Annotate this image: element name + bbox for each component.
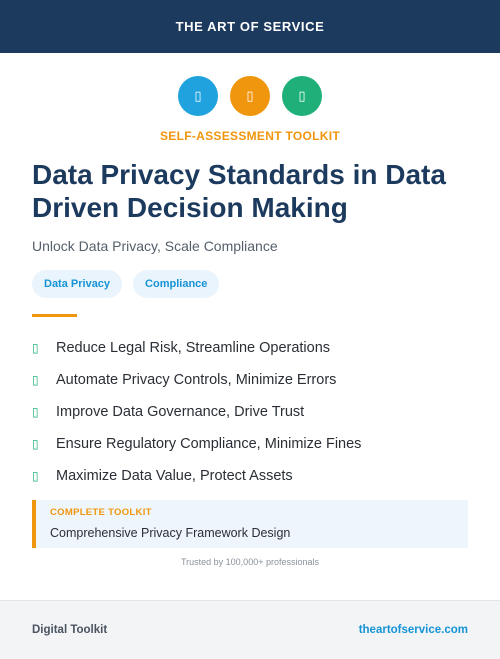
benefit-text: Ensure Regulatory Compliance, Minimize Fines — [56, 436, 362, 452]
list-item — [32, 396, 361, 428]
trust-statement: Trusted by 100,000+ professionals — [180, 557, 319, 567]
checkbox-icon: ▯ — [32, 469, 39, 483]
benefit-text: Improve Data Governance, Drive Trust — [56, 404, 305, 420]
checkbox-icon: ▯ — [32, 341, 39, 355]
list-item — [32, 428, 361, 460]
tag-list — [32, 270, 219, 298]
icon-row — [0, 76, 500, 116]
chart-icon: ▯ — [230, 76, 270, 116]
page-title: Data Privacy Standards in Data Driven Decision Making — [32, 159, 446, 223]
checkbox-icon: ▯ — [32, 373, 39, 387]
benefit-text: Automate Privacy Controls, Minimize Errors — [56, 372, 337, 388]
list-item — [32, 364, 361, 396]
benefit-text: Maximize Data Value, Protect Assets — [56, 468, 293, 484]
footer-product-type: Digital Toolkit — [32, 624, 108, 636]
callout-label: COMPLETE TOOLKIT — [50, 507, 152, 518]
checkbox-icon: ▯ — [32, 405, 39, 419]
checkbox-icon: ▯ — [32, 437, 39, 451]
footer-bar — [0, 600, 500, 659]
list-item — [32, 332, 361, 364]
accent-divider — [32, 314, 77, 317]
shield-icon: ▯ — [282, 76, 322, 116]
callout-value: Comprehensive Privacy Framework Design — [50, 526, 291, 540]
tag-data-privacy[interactable]: Data Privacy — [32, 270, 122, 298]
page-subtitle: Unlock Data Privacy, Scale Compliance — [32, 238, 278, 254]
toolkit-callout — [32, 500, 468, 548]
footer-website-link[interactable]: theartofservice.com — [358, 624, 468, 636]
clipboard-icon: ▯ — [178, 76, 218, 116]
benefit-list — [32, 332, 361, 492]
tag-compliance[interactable]: Compliance — [133, 270, 219, 298]
list-item — [32, 460, 361, 492]
top-banner — [0, 0, 500, 53]
benefit-text: Reduce Legal Risk, Streamline Operations — [56, 340, 331, 356]
brand-name: THE ART OF SERVICE — [175, 19, 325, 34]
toolkit-eyebrow: SELF-ASSESSMENT TOOLKIT — [159, 129, 341, 143]
